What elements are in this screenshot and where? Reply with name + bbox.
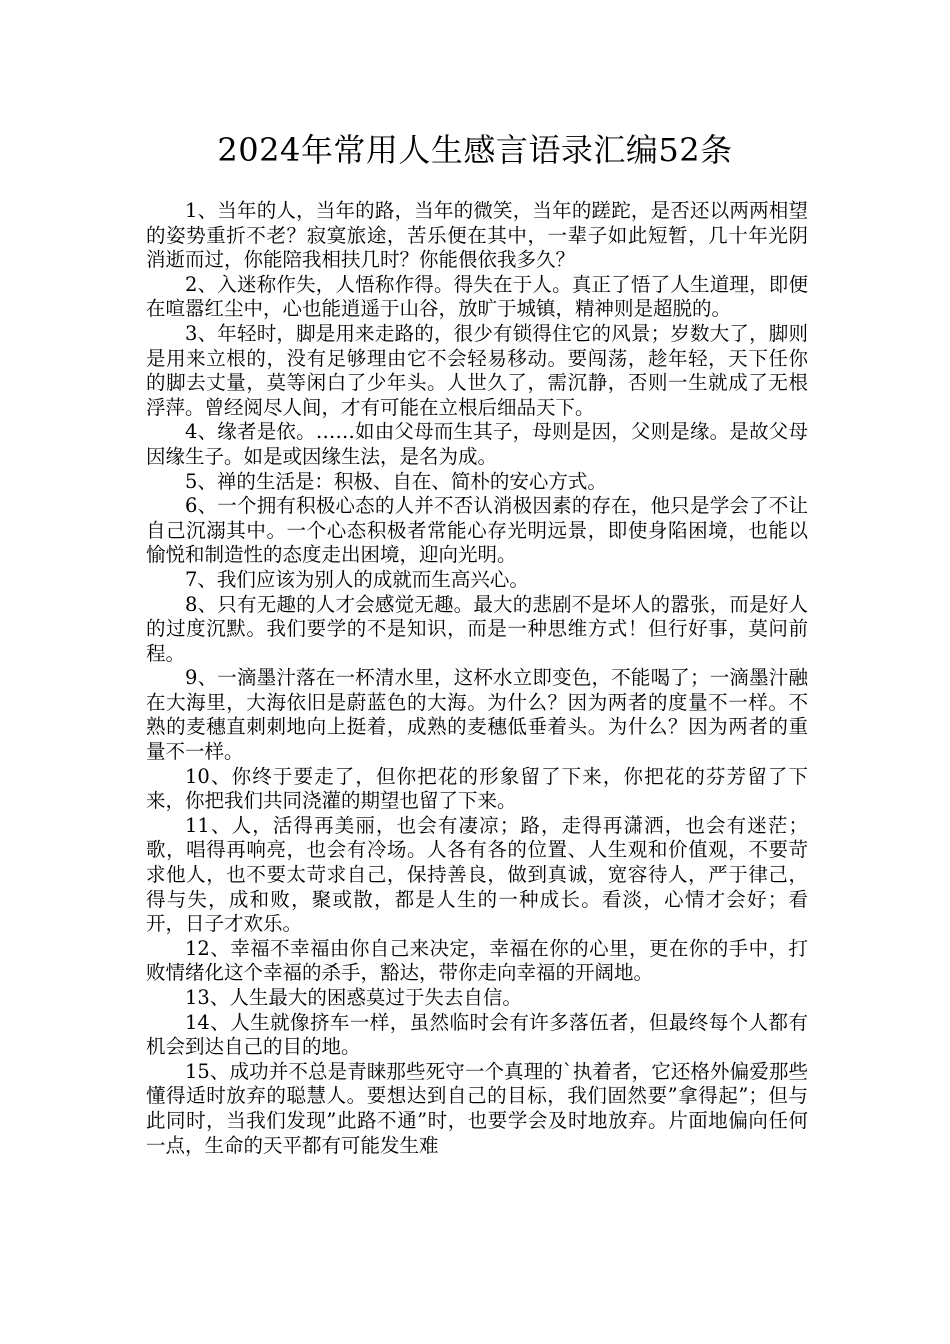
quote-paragraph-7: 7、我们应该为别人的成就而生高兴心。 [185,567,529,591]
quote-paragraph-15: 15、成功并不总是青睐那些死守一个真理的`执着者，它还格外偏爱那些懂得适时放弃的聪慧人。要想达到自己的目标，我们固然要”拿得起”；但与此同时，当我们发现”此路不通”时，也要学会及时地放弃。片面地偏向任何一点，生命的天平都有可能发生难 [146,1059,808,1157]
quote-paragraph-9: 9、一滴墨汁落在一杯清水里，这杯水立即变色，不能喝了；一滴墨汁融在大海里，大海依旧是蔚蓝色的大海。为什么？因为两者的度量不一样。不熟的麦穗直刺刺地向上挺着，成熟的麦穗低垂着头。为什么？因为两者的重量不一样。 [146,666,808,764]
quote-paragraph-12: 12、幸福不幸福由你自己来决定，幸福在你的心里，更在你的手中，打败情绪化这个幸福的杀手，豁达，带你走向幸福的开阔地。 [146,936,808,985]
quote-paragraph-3: 3、年轻时，脚是用来走路的，很少有锁得住它的风景；岁数大了，脚则是用来立根的，没有足够理由它不会轻易移动。要闯荡，趁年轻，天下任你的脚去丈量，莫等闲白了少年头。人世久了，需沉静，否则一生就成了无根浮萍。曾经阅尽人间，才有可能在立根后细品天下。 [146,321,808,419]
quote-paragraph-1: 1、当年的人，当年的路，当年的微笑，当年的蹉跎，是否还以两两相望的姿势重折不老？寂寞旅途，苦乐便在其中，一辈子如此短暂，几十年光阴消逝而过，你能陪我相扶几时？你能偎依我多久？ [146,199,808,272]
quote-paragraph-14: 14、人生就像挤车一样，虽然临时会有许多落伍者，但最终每个人都有机会到达自己的目的地。 [146,1010,808,1059]
quote-paragraph-5: 5、禅的生活是：积极、自在、简朴的安心方式。 [185,469,607,493]
document-body [146,199,808,1158]
quote-paragraph-10: 10、你终于要走了，但你把花的形象留了下来，你把花的芬芳留了下来，你把我们共同浇灌的期望也留了下来。 [146,764,808,813]
quote-paragraph-8: 8、只有无趣的人才会感觉无趣。最大的悲剧不是坏人的嚣张，而是好人的过度沉默。我们要学的不是知识，而是一种思维方式！但行好事，莫问前程。 [146,592,808,665]
quote-paragraph-13: 13、人生最大的困惑莫过于失去自信。 [185,986,522,1009]
document-title: 2024年常用人生感言语录汇编52条 [217,131,733,169]
quote-paragraph-6: 6、一个拥有积极心态的人并不否认消极因素的存在，他只是学会了不让自己沉溺其中。一个心态积极者常能心存光明远景，即使身陷困境，也能以愉悦和制造性的态度走出困境，迎向光明。 [146,494,808,567]
quote-paragraph-11: 11、人，活得再美丽，也会有凄凉；路，走得再潇洒，也会有迷茫；歌，唱得再响亮，也会有冷场。人各有各的位置、人生观和价值观，不要苛求他人，也不要太苛求自己，保持善良，做到真诚，宽容待人，严于律己，得与失，成和败，聚或散，都是人生的一种成长。看淡，心情才会好；看开，日子才欢乐。 [146,813,808,936]
quote-paragraph-4: 4、缘者是依。……如由父母而生其子，母则是因，父则是缘。是故父母因缘生子。如是或因缘生法，是名为成。 [146,420,808,468]
quote-paragraph-2: 2、入迷称作失，人悟称作得。得失在于人。真正了悟了人生道理，即便在喧嚣红尘中，心也能逍遥于山谷，放旷于城镇，精神则是超脱的。 [146,272,808,321]
